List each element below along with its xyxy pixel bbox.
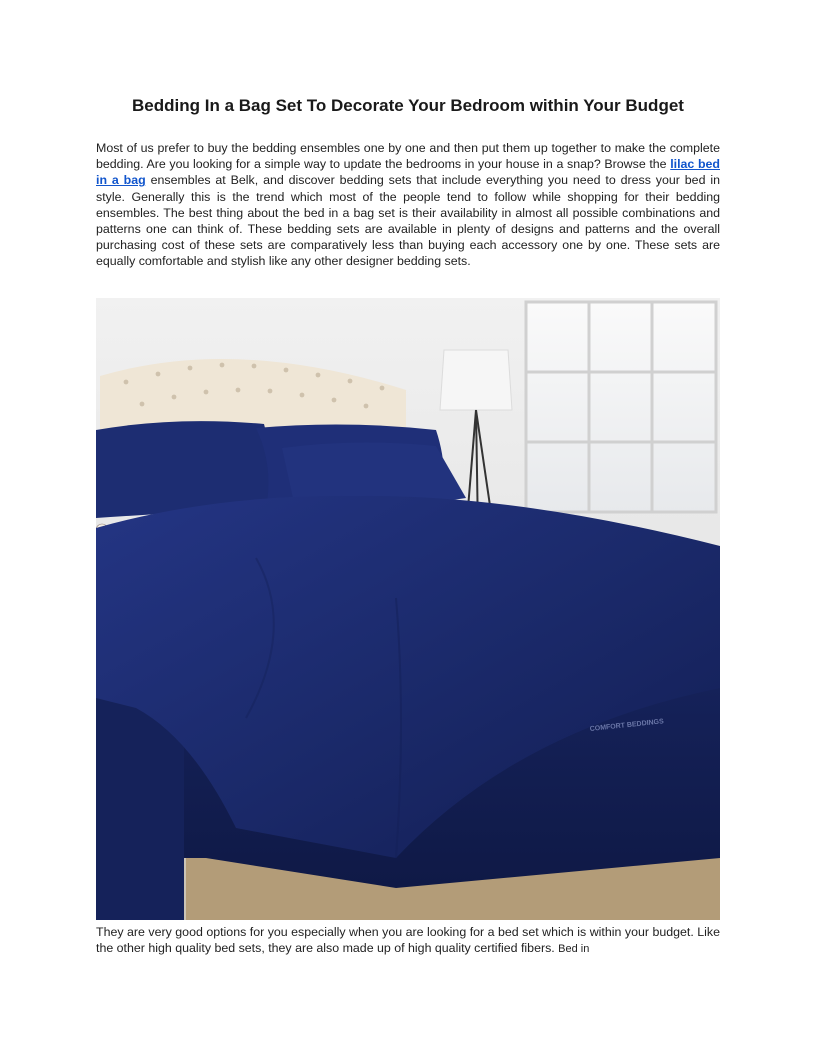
navy-bedding-photo — [96, 298, 720, 920]
lilac-bed-in-a-bag-link[interactable]: lilac bed in a bag — [96, 157, 720, 188]
bedroom-window — [526, 302, 716, 512]
brand-watermark: COMFORT BEDDINGS — [589, 718, 665, 733]
intro-text-after-link: ensembles at Belk, and discover bedding sets that include everything you need to dress your bed in style. Generally this is the trend which most of the people tend to follow while shopping for their bedding ensembles. The best thing about the bed in a bag set is their availability in almost all possible combinations and patterns one can think of. These bedding sets are available in plenty of designs and patterns and the overall purchasing cost of these sets are comparatively less than buying each accessory one by one. These sets are equally comfortable and stylish like any other designer bedding sets. — [96, 173, 720, 269]
page-title: Bedding In a Bag Set To Decorate Your Bedroom within Your Budget — [132, 96, 684, 115]
second-paragraph-tail: Bed in — [558, 943, 590, 956]
second-paragraph — [96, 924, 720, 957]
intro-text-before-link: Most of us prefer to buy the bedding ensembles one by one and then put them up together to make the complete bedding. Are you looking for a simple way to update the bedrooms in your house in a snap? Browse the — [96, 141, 720, 172]
second-paragraph-text: They are very good options for you especially when you are looking for a bed set which is within your budget. Like the other high quality bed sets, they are also made up of high quality certified fibers. — [96, 925, 720, 956]
intro-paragraph — [96, 140, 720, 270]
